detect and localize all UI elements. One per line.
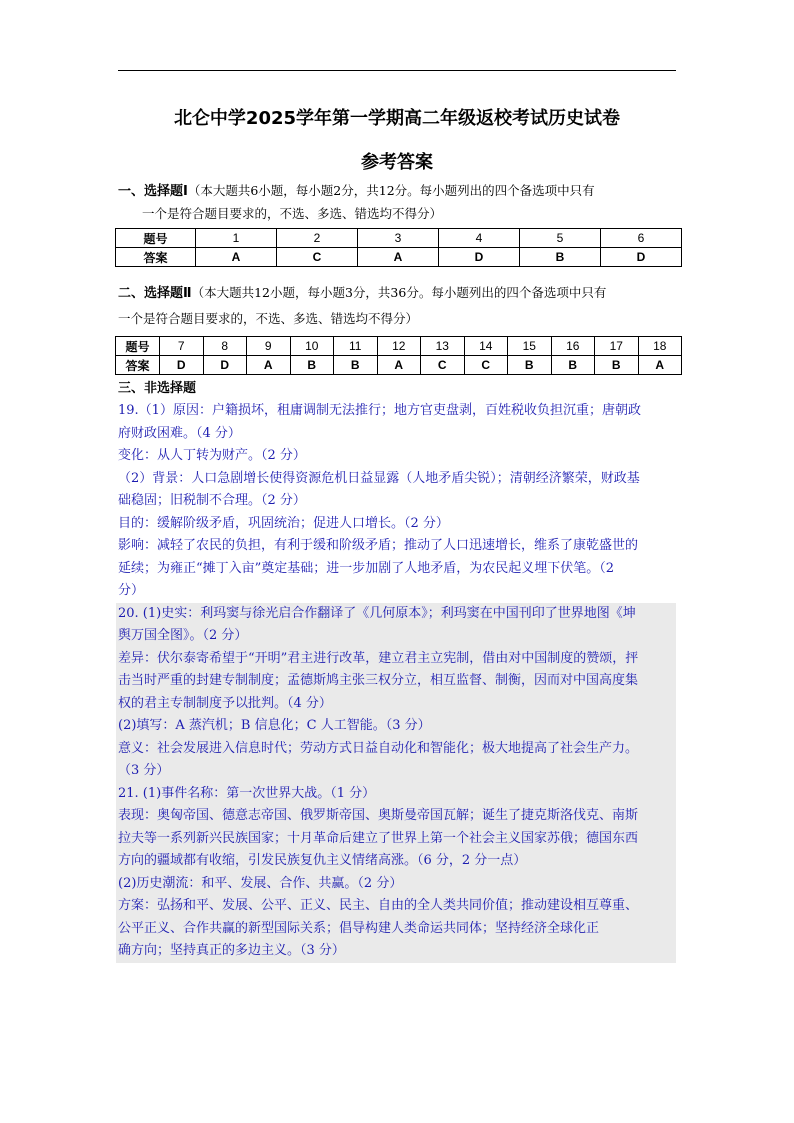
answer-line: 确方向；坚持真正的多边主义。（3 分）	[118, 943, 345, 958]
answer-line: 影响：减轻了农民的负担，有利于缓和阶级矛盾；推动了人口迅速增长，维系了康乾盛世的	[118, 538, 639, 553]
answer-cell: C	[421, 356, 465, 375]
section1-heading: 一、选择题Ⅰ	[118, 184, 188, 199]
answer-19	[118, 400, 676, 603]
question-number-cell: 15	[508, 337, 552, 356]
answer-line: 差异：伏尔泰寄希望于“开明”君主进行改革，建立君主立宪制，借由对中国制度的赞颂，抨	[118, 650, 639, 666]
answer-cell: A	[196, 248, 277, 267]
answer-line: 表现：奥匈帝国、德意志帝国、俄罗斯帝国、奥斯曼帝国瓦解；诞生了捷克斯洛伐克、南斯	[118, 808, 639, 823]
answer-line: 21. (1)事件名称：第一次世界大战。（1 分）	[118, 785, 376, 801]
answer-line: 方向的疆域都有收缩，引发民族复仇主义情绪高涨。（6 分，2 分一点）	[118, 853, 527, 868]
answers-20-21	[116, 603, 676, 963]
row-label-answer: 答案	[116, 248, 196, 267]
table-row-numbers	[116, 229, 682, 248]
question-number-cell: 18	[638, 337, 682, 356]
answer-line: 延续；为雍正“摊丁入亩”奠定基础；进一步加剧了人地矛盾，为农民起义埋下伏笔。（2	[118, 560, 615, 576]
section2-desc-2: 一个是符合题目要求的，不选、多选、错选均不得分）	[118, 311, 419, 326]
question-number-cell: 7	[160, 337, 204, 356]
answer-cell: C	[277, 248, 358, 267]
answer-line: 府财政困难。（4 分）	[118, 425, 241, 441]
question-number-cell: 3	[358, 229, 439, 248]
answer-cell: B	[520, 248, 601, 267]
section2-desc-1: （本大题共12小题，每小题3分，共36分。每小题列出的四个备选项中只有	[191, 285, 607, 300]
answer-line: 19.（1）原因：户籍损坏，租庸调制无法推行；地方官吏盘剥，百姓税收负担沉重；唐朝政	[118, 403, 641, 418]
answer-line: 变化：从人丁转为财产。（2 分）	[118, 448, 306, 463]
row-label-number: 题号	[116, 337, 160, 356]
answer-cell: C	[464, 356, 508, 375]
answer-line: 础稳固；旧税制不合理。（2 分）	[118, 493, 306, 508]
section2-heading: 二、选择题Ⅱ	[118, 286, 192, 301]
section2-answer-table	[115, 336, 682, 375]
section1-desc-2: 一个是符合题目要求的，不选、多选、错选均不得分）	[142, 206, 443, 221]
answer-cell: B	[595, 356, 639, 375]
answer-line: 方案：弘扬和平、发展、公平、正义、民主、自由的全人类共同价值；推动建设相互尊重、	[118, 898, 639, 913]
answer-line: 拉夫等一系列新兴民族国家；十月革命后建立了世界上第一个社会主义国家苏俄；德国东西	[118, 830, 639, 846]
section3-heading: 三、非选择题	[118, 381, 197, 396]
answer-line: 目的：缓解阶级矛盾，巩固统治；促进人口增长。（2 分）	[118, 515, 449, 531]
answer-line: (2)填写：A 蒸汽机；B 信息化；C 人工智能。（3 分）	[118, 718, 431, 733]
question-number-cell: 5	[520, 229, 601, 248]
question-number-cell: 12	[377, 337, 421, 356]
answer-cell: A	[638, 356, 682, 375]
question-number-cell: 2	[277, 229, 358, 248]
section1-answer-table	[115, 228, 682, 267]
answer-line: 权的君主专制制度予以批判。（4 分）	[118, 695, 332, 711]
table-row-answers	[116, 356, 682, 375]
question-number-cell: 17	[595, 337, 639, 356]
row-label-answer: 答案	[116, 356, 160, 375]
section1-intro	[118, 181, 688, 202]
table-row-answers	[116, 248, 682, 267]
question-number-cell: 1	[196, 229, 277, 248]
answer-cell: D	[203, 356, 247, 375]
essay-answers	[118, 400, 676, 963]
question-number-cell: 8	[203, 337, 247, 356]
answer-cell: D	[160, 356, 204, 375]
answer-line: （2）背景：人口急剧增长使得资源危机日益显露（人地矛盾尖锐）；清朝经济繁荣，财政基	[118, 470, 640, 486]
section1-desc-1: （本大题共6小题，每小题2分，共12分。每小题列出的四个备选项中只有	[187, 183, 595, 198]
answer-cell: A	[358, 248, 439, 267]
answer-line: 分）	[118, 583, 145, 598]
answer-cell: A	[377, 356, 421, 375]
answer-cell: A	[247, 356, 291, 375]
table-row-numbers	[116, 337, 682, 356]
answer-cell: B	[508, 356, 552, 375]
answer-cell: B	[551, 356, 595, 375]
answer-line: 舆万国全图》。（2 分）	[118, 628, 248, 643]
answer-line: （3 分）	[118, 763, 170, 778]
answer-line: 公平正义、合作共赢的新型国际关系；倡导构建人类命运共同体；坚持经济全球化正	[118, 920, 600, 936]
top-rule	[118, 70, 676, 71]
question-number-cell: 9	[247, 337, 291, 356]
question-number-cell: 10	[290, 337, 334, 356]
question-number-cell: 11	[334, 337, 378, 356]
question-number-cell: 16	[551, 337, 595, 356]
answer-cell: D	[601, 248, 682, 267]
row-label-number: 题号	[116, 229, 196, 248]
question-number-cell: 13	[421, 337, 465, 356]
question-number-cell: 6	[601, 229, 682, 248]
answer-cell: B	[334, 356, 378, 375]
answer-line: (2)历史潮流：和平、发展、合作、共赢。（2 分）	[118, 875, 403, 891]
answer-line: 击当时严重的封建专制制度；孟德斯鸠主张三权分立，相互监督、制衡，因而对中国高度集	[118, 673, 639, 688]
question-number-cell: 4	[439, 229, 520, 248]
page-title: 北仑中学2025学年第一学期高二年级返校考试历史试卷	[173, 108, 621, 129]
page-subtitle: 参考答案	[361, 152, 433, 173]
question-number-cell: 14	[464, 337, 508, 356]
answer-cell: D	[439, 248, 520, 267]
answer-line: 20. (1)史实：利玛窦与徐光启合作翻译了《几何原本》；利玛窦在中国刊印了世界地图《坤	[118, 605, 636, 621]
answer-line: 意义：社会发展进入信息时代；劳动方式日益自动化和智能化；极大地提高了社会生产力。	[118, 740, 639, 756]
section3-heading-row	[118, 378, 688, 399]
section2-intro	[118, 283, 688, 304]
answer-cell: B	[290, 356, 334, 375]
